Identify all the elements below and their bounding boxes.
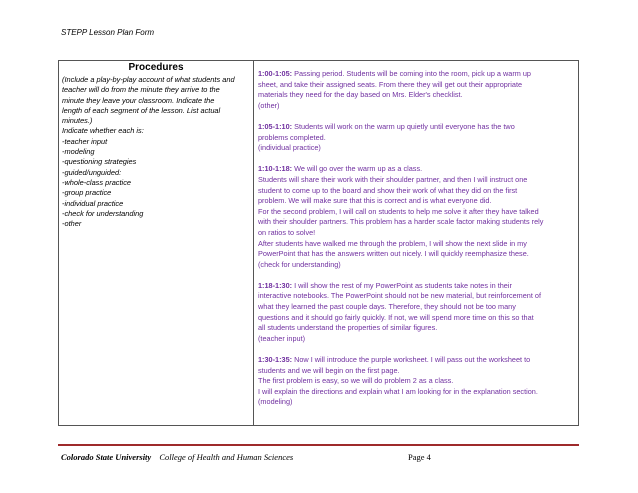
segment-time: 1:30-1:35: (258, 355, 293, 365)
lesson-segment (258, 355, 575, 408)
segment-line: (individual practice) (258, 143, 321, 153)
segment-line: I will explain the directions and explain what I am looking for in the explanation section. (258, 386, 538, 396)
lesson-segment (258, 69, 575, 111)
segment-line: all students understand the properties of similar figures. (258, 323, 438, 333)
lesson-segment (258, 164, 575, 270)
segment-line: questions and it should go fairly quickly. If not, we will spend more time on this so that (258, 312, 534, 322)
segment-line: The first problem is easy, so we will do problem 2 as a class. (258, 376, 454, 386)
segment-text: Students will work on the warm up quietly until everyone has the two (292, 121, 515, 131)
segment-line (258, 122, 575, 133)
segment-time: 1:18-1:30: (258, 280, 293, 290)
segment-line: materials they need for the day based on Mrs. Elder's checklist. (258, 90, 463, 100)
footer-university: Colorado State University (61, 452, 152, 462)
footer-page-number: Page 4 (408, 452, 431, 462)
segment-line: (check for understanding) (258, 259, 341, 269)
footer-college: College of Health and Human Sciences (159, 452, 294, 462)
lesson-segment (258, 122, 575, 154)
procedures-content-cell (254, 61, 578, 425)
segment-line: (teacher input) (258, 333, 306, 343)
segment-line: what they learned the past couple days. Therefore, they should not be too many (258, 302, 516, 312)
lesson-segment (258, 281, 575, 345)
segment-line (258, 69, 575, 80)
segment-text: We will go over the warm up as a class. (292, 164, 423, 174)
segment-line: (modeling) (258, 397, 293, 407)
segment-line (258, 355, 575, 366)
procedures-title: Procedures (128, 62, 184, 73)
segment-text: I will show the rest of my PowerPoint as students take notes in their (292, 280, 512, 290)
segment-line (258, 164, 575, 175)
document-footer (61, 452, 579, 462)
procedures-instructions: (Include a play-by-play account of what students and teacher will do from the minute they arrive to the minute they leave your classroom. Indicate the length of each segment of the lesson. List actual minutes.) Indicate whether each is: -teacher input -modeling -questioning strategies -guided/unguided: -whole-class practice -group practice -individual practice -check for understanding -other (62, 75, 235, 229)
segment-text: Now I will introduce the purple worksheet. I will pass out the worksheet to (292, 355, 531, 365)
document-header: STEPP Lesson Plan Form (61, 28, 155, 37)
segment-line: with their shoulder partners. This problem has a harder scale factor making students rely (258, 217, 544, 227)
segment-text: Passing period. Students will be coming into the room, pick up a warm up (292, 69, 531, 78)
segment-line: Students will share their work with their shoulder partner, and then I will instruct one (258, 174, 528, 184)
procedures-instructions-cell (59, 61, 254, 425)
segment-line: For the second problem, I will call on students to help me solve it after they have talked (258, 206, 539, 216)
segment-time: 1:05-1:10: (258, 121, 293, 131)
segment-time: 1:10-1:18: (258, 164, 293, 174)
procedures-table (58, 60, 579, 426)
segment-line: (other) (258, 100, 280, 110)
segment-line: on ratios to solve! (258, 227, 316, 237)
segment-line: problems completed. (258, 132, 326, 142)
segment-line: problem. We will make sure that this is correct and is what everyone did. (258, 196, 492, 206)
segment-line: After students have walked me through the problem, I will show the next slide in my (258, 238, 527, 248)
segment-time: 1:00-1:05: (258, 69, 293, 78)
segment-line: student to come up to the board and show their work of what they did on the first (258, 185, 518, 195)
segment-line: students and we will begin on the first page. (258, 365, 400, 375)
segment-line (258, 281, 575, 292)
segment-line: PowerPoint that has the answers written out nicely. I will quickly reemphasize these. (258, 249, 529, 259)
segment-line: interactive notebooks. The PowerPoint should not be new material, but reinforcement of (258, 291, 541, 301)
footer-divider (58, 444, 579, 446)
segment-line: sheet, and take their assigned seats. From there they will get out their appropriate (258, 79, 523, 89)
